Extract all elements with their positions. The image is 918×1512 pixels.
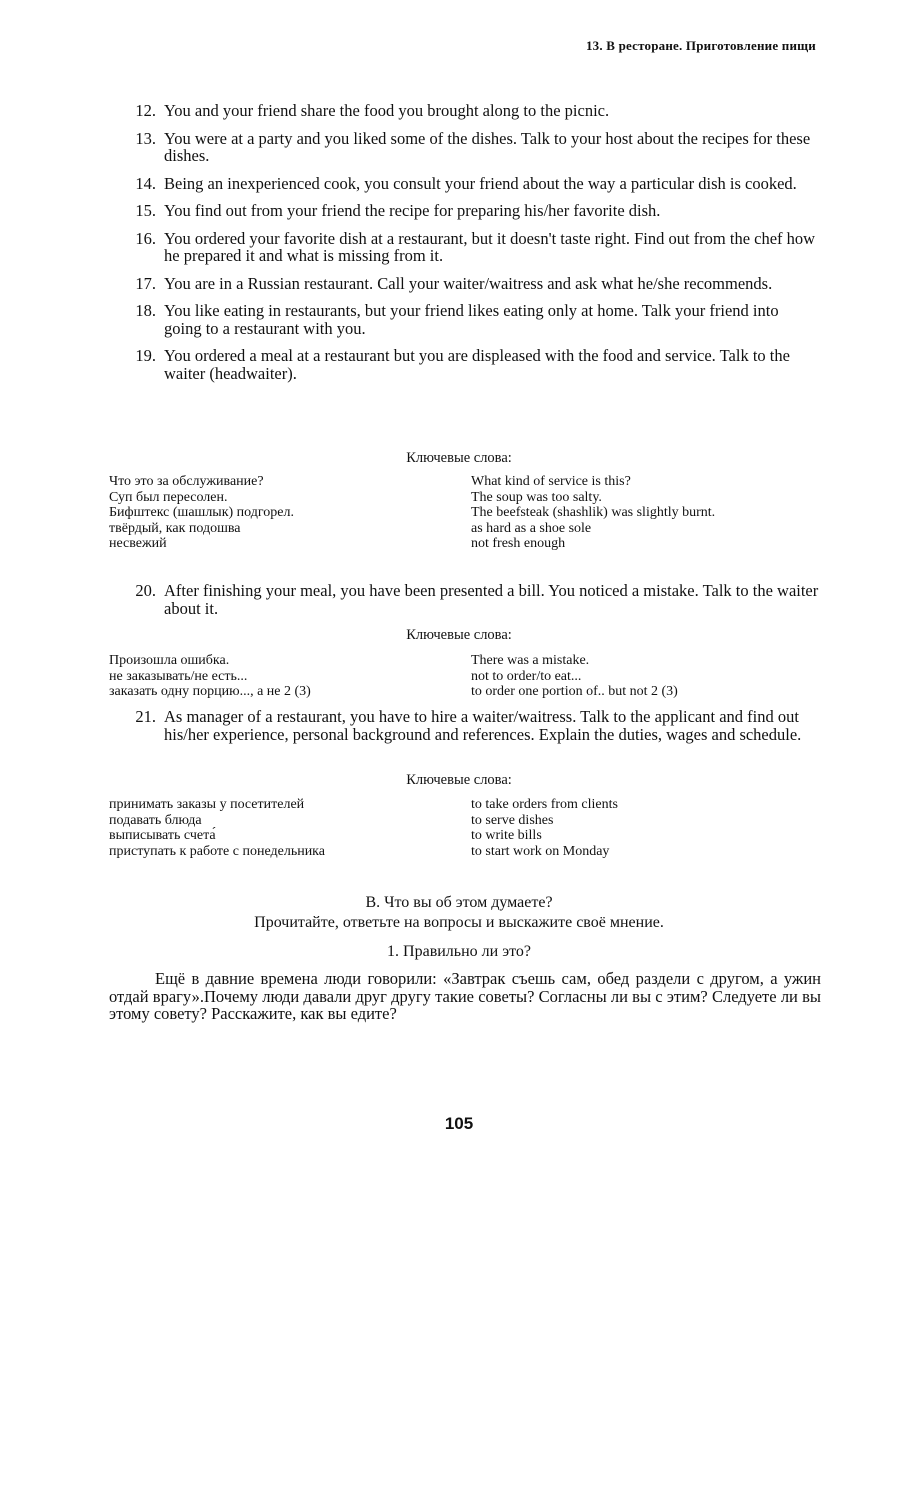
item-text: Being an inexperienced cook, you consult your friend about the way a particular dish is cooked. (164, 173, 797, 193)
item-number: 18. (135, 301, 156, 320)
item-text: After finishing your meal, you have been presented a bill. You noticed a mistake. Talk to the waiter about it. (164, 581, 819, 618)
keywords-heading: Ключевые слова: (406, 450, 512, 466)
vocab-english: to order one portion of.. but not 2 (3) (471, 684, 678, 699)
vocab-row (109, 828, 809, 844)
item-number: 15. (135, 201, 156, 220)
vocab-english: as hard as a shoe sole (471, 520, 592, 536)
vocab-russian: заказать одну порцию..., а не 2 (3) (109, 684, 311, 699)
vocab-row (109, 474, 809, 490)
keywords-heading: Ключевые слова: (406, 627, 512, 643)
vocab-russian: несвежий (109, 536, 167, 551)
exercise-list (120, 102, 820, 392)
exercise-item (120, 708, 820, 743)
vocab-row (109, 521, 809, 537)
vocab-row (109, 797, 809, 813)
exercise-item (120, 582, 820, 617)
discussion-paragraph: Ещё в давние времена люди говорили: «Завтрак съешь сам, обед раздели с другом, а ужин отдай врагу».Почему люди давали друг другу такие советы? Согласны ли вы с этим? Следуете ли вы этому совету? Расскажите, как вы едите? (109, 969, 821, 1023)
section-subtitle: Прочитайте, ответьте на вопросы и выскажите своё мнение. (254, 914, 664, 931)
vocab-row (109, 490, 809, 506)
exercise-item (120, 275, 820, 293)
exercise-item (120, 175, 820, 193)
vocab-english: to serve dishes (471, 812, 554, 828)
item-number: 19. (135, 346, 156, 365)
vocab-row (109, 684, 809, 700)
item-text: You were at a party and you liked some of the dishes. Talk to your host about the recipes for these dishes. (164, 128, 811, 165)
running-head: 13. В ресторане. Приготовление пищи (585, 38, 816, 53)
exercise-item (120, 130, 820, 165)
vocab-english: to write bills (471, 828, 542, 843)
exercise-list (120, 582, 820, 627)
vocab-table (109, 653, 809, 700)
vocab-row (109, 844, 809, 860)
exercise-item (120, 230, 820, 265)
vocab-english: to start work on Monday (471, 843, 610, 859)
item-number: 21. (135, 707, 156, 726)
vocab-english: not to order/to eat... (471, 668, 582, 684)
item-text: You like eating in restaurants, but your friend likes eating only at home. Talk your friend into going to a restaurant with you. (164, 301, 779, 338)
exercise-list (120, 708, 820, 753)
item-text: You ordered your favorite dish at a restaurant, but it doesn't taste right. Find out from the chef how he prepared it and what is missing from it. (164, 228, 816, 265)
page-number: 105 (444, 1114, 474, 1133)
vocab-english: The soup was too salty. (471, 489, 602, 505)
vocab-russian: твёрдый, как подошва (109, 520, 241, 536)
vocab-russian: принимать заказы у посетителей (109, 797, 305, 812)
item-number: 12. (135, 101, 156, 120)
vocab-english: to take orders from clients (471, 797, 618, 812)
keywords-heading: Ключевые слова: (406, 772, 512, 788)
item-text: You and your friend share the food you brought along to the picnic. (164, 101, 610, 120)
section-title: В. Что вы об этом думаете? (365, 894, 553, 911)
vocab-row (109, 536, 809, 552)
item-text: You are in a Russian restaurant. Call your waiter/waitress and ask what he/she recommends. (164, 273, 773, 293)
vocab-row (109, 669, 809, 685)
vocab-russian: Суп был пересолен. (109, 489, 228, 505)
vocab-english: not fresh enough (471, 536, 566, 551)
exercise-item (120, 102, 820, 120)
vocab-row (109, 813, 809, 829)
exercise-item (120, 302, 820, 337)
vocab-english: The beefsteak (shashlik) was slightly burnt. (471, 505, 716, 520)
item-number: 13. (135, 128, 156, 148)
vocab-russian: приступать к работе с понедельника (109, 843, 325, 859)
item-number: 17. (135, 273, 156, 293)
vocab-russian: подавать блюда (109, 812, 202, 828)
vocab-table (109, 474, 809, 552)
question-title: 1. Правильно ли это? (387, 943, 531, 960)
vocab-row (109, 505, 809, 521)
item-text: As manager of a restaurant, you have to hire a waiter/waitress. Talk to the applicant and find out his/her experience, personal background and references. Explain the duties, wages and schedule. (164, 707, 802, 744)
item-number: 20. (135, 581, 156, 600)
vocab-table (109, 797, 809, 859)
item-text: You ordered a meal at a restaurant but you are displeased with the food and service. Talk to the waiter (headwaiter). (164, 346, 790, 383)
vocab-english: What kind of service is this? (471, 474, 631, 489)
item-text: You find out from your friend the recipe for preparing his/her favorite dish. (164, 201, 661, 220)
exercise-item (120, 347, 820, 382)
vocab-russian: выписывать счета́ (109, 828, 216, 843)
exercise-item (120, 202, 820, 220)
item-number: 16. (135, 228, 156, 248)
vocab-row (109, 653, 809, 669)
vocab-russian: Произошла ошибка. (109, 653, 230, 668)
vocab-english: There was a mistake. (471, 653, 590, 668)
vocab-russian: не заказывать/не есть... (109, 668, 248, 684)
vocab-russian: Что это за обслуживание? (109, 474, 264, 489)
vocab-russian: Бифштекс (шашлык) подгорел. (109, 505, 294, 520)
item-number: 14. (135, 173, 156, 193)
